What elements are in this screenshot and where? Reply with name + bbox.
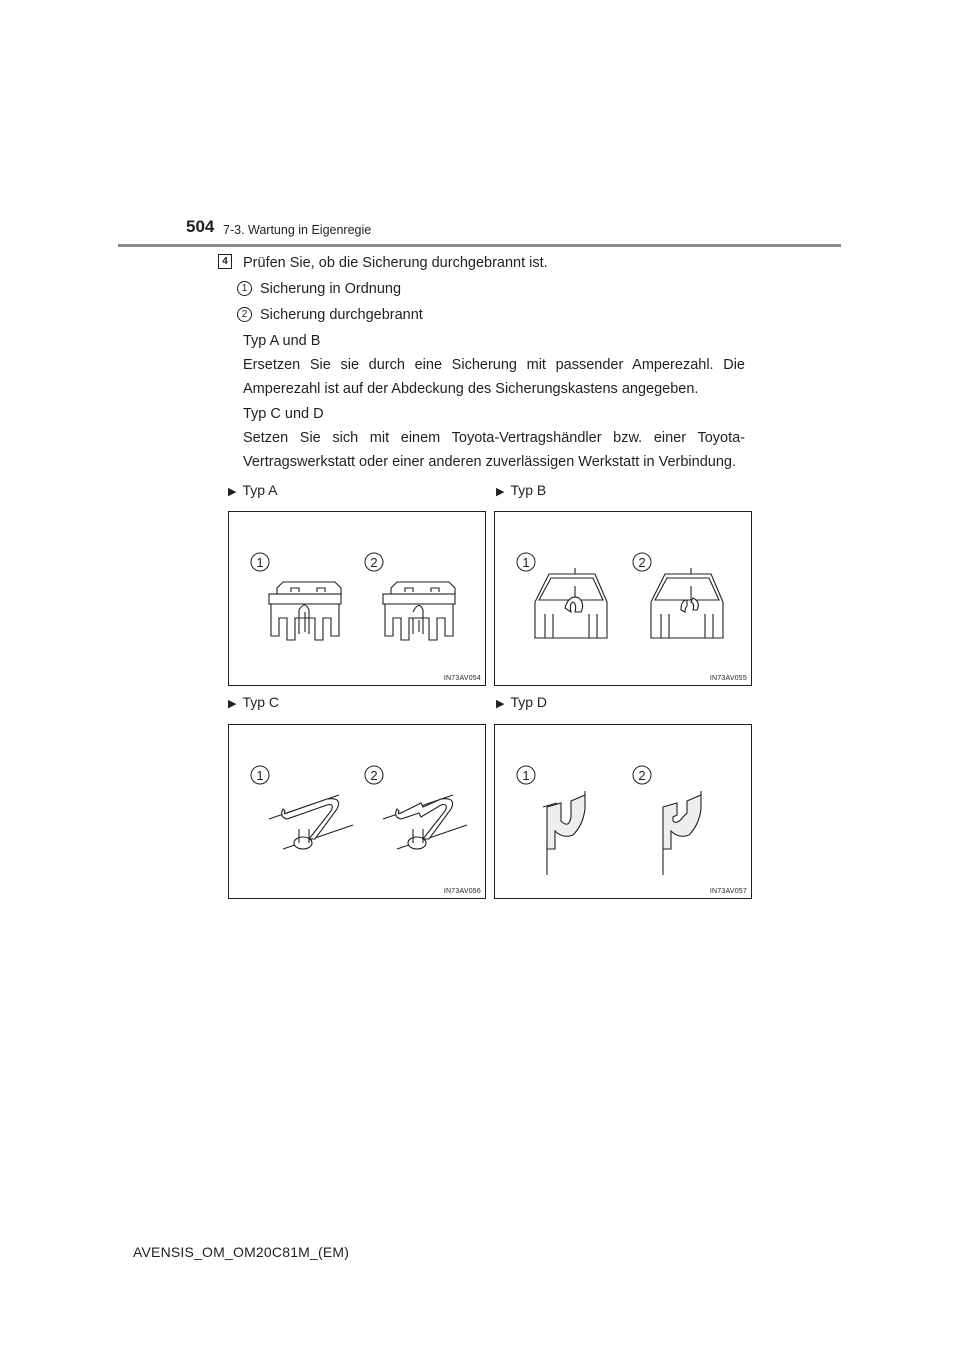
- step-title: Prüfen Sie, ob die Sicherung durchgebrannt ist.: [243, 255, 548, 271]
- svg-text:1: 1: [256, 555, 264, 570]
- fuse-type-d-illustration: [495, 725, 751, 898]
- item-text: Sicherung durchgebrannt: [260, 307, 423, 323]
- step-number-badge: 4: [218, 254, 232, 269]
- fuse-type-a-illustration: [229, 512, 485, 685]
- type-ab-text: Ersetzen Sie sie durch eine Sicherung mit passender Amperezahl. Die Amperezahl ist auf der Abdeckung des Sicherungskastens angegeben.: [243, 357, 745, 397]
- figure-label-typ-b: ▶ Typ B: [496, 482, 547, 498]
- header-rule: [118, 244, 841, 247]
- figure-code: IN73AV056: [443, 888, 481, 895]
- section-title: 7-3. Wartung in Eigenregie: [223, 223, 372, 237]
- triangle-bullet-icon: ▶: [228, 486, 237, 498]
- svg-text:2: 2: [638, 768, 646, 783]
- figure-code: IN73AV054: [443, 675, 481, 682]
- triangle-bullet-icon: ▶: [496, 486, 505, 498]
- svg-text:1: 1: [522, 768, 530, 783]
- figure-typ-a: [228, 511, 486, 686]
- figure-typ-d: [494, 724, 752, 899]
- figure-code: IN73AV055: [709, 675, 747, 682]
- type-cd-text: Setzen Sie sich mit einem Toyota-Vertragshändler bzw. einer Toyota-Vertragswerkstatt oder einer anderen zuverlässigen Werkstatt in Verbindung.: [243, 430, 745, 470]
- svg-text:1: 1: [256, 768, 264, 783]
- document-id: AVENSIS_OM_OM20C81M_(EM): [133, 1244, 350, 1260]
- figure-typ-b: [494, 511, 752, 686]
- figure-label-typ-c: ▶ Typ C: [228, 694, 280, 710]
- page-number: 504: [186, 217, 215, 236]
- figure-label-typ-d: ▶ Typ D: [496, 694, 548, 710]
- svg-text:1: 1: [522, 555, 530, 570]
- figure-label-typ-a: ▶ Typ A: [228, 482, 278, 498]
- item-text: Sicherung in Ordnung: [260, 281, 402, 297]
- fuse-type-c-illustration: [229, 725, 485, 898]
- svg-text:2: 2: [370, 768, 378, 783]
- type-ab-heading: Typ A und B: [243, 333, 321, 349]
- item-number-badge: 1: [237, 281, 252, 296]
- figure-code: IN73AV057: [709, 888, 747, 895]
- triangle-bullet-icon: ▶: [496, 698, 505, 710]
- fuse-type-b-illustration: [495, 512, 751, 685]
- svg-text:2: 2: [370, 555, 378, 570]
- type-cd-heading: Typ C und D: [243, 406, 324, 422]
- figure-typ-c: [228, 724, 486, 899]
- svg-text:2: 2: [638, 555, 646, 570]
- triangle-bullet-icon: ▶: [228, 698, 237, 710]
- item-number-badge: 2: [237, 307, 252, 322]
